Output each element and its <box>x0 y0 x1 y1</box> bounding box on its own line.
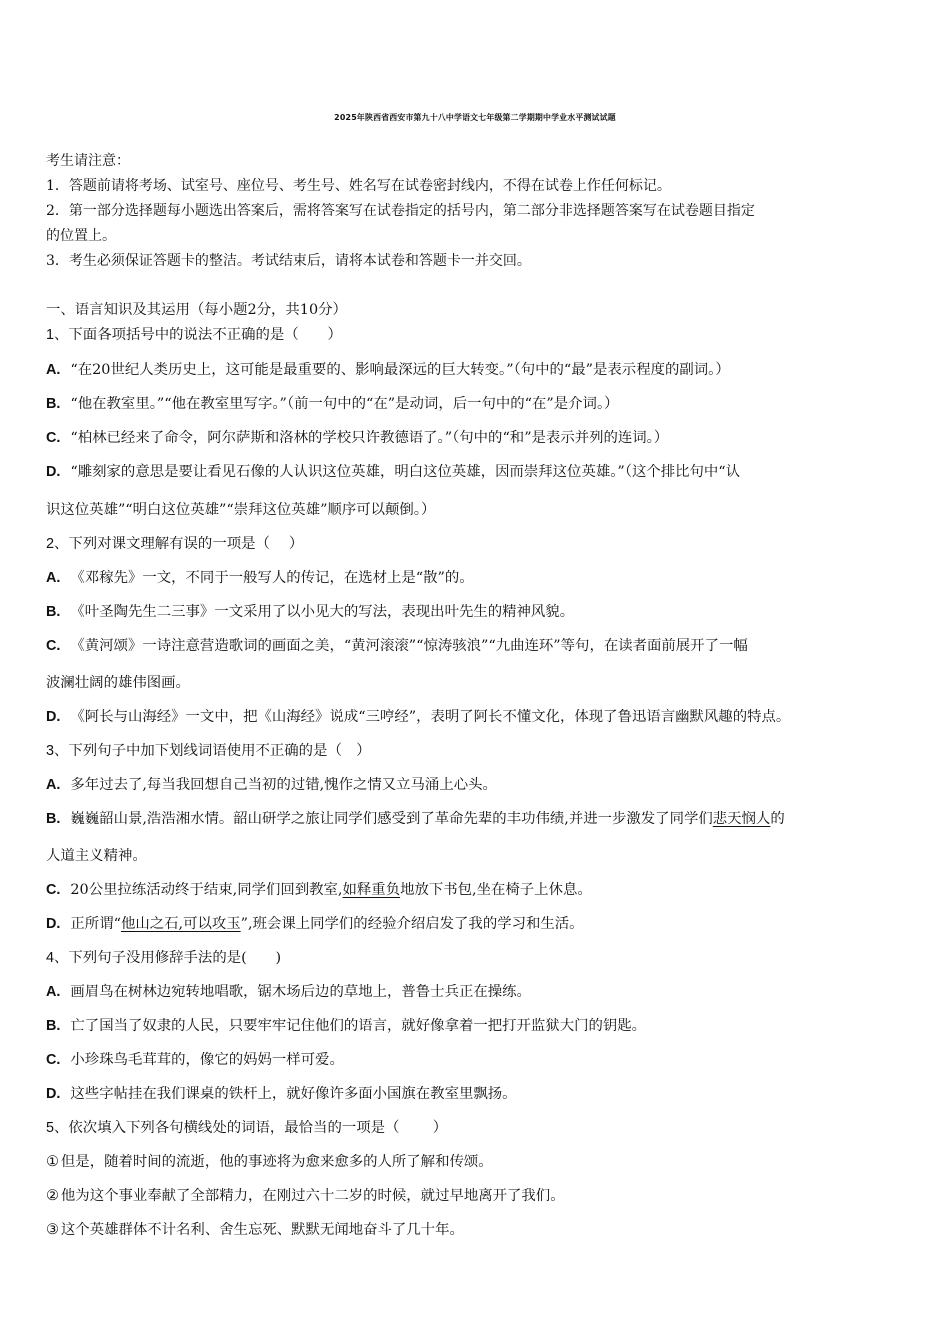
option-text: 画眉鸟在树林边宛转地唱歌，锯木场后边的草地上，普鲁士兵正在操练。 <box>70 984 531 1000</box>
option-text: 《邓稼先》一文，不同于一般写人的传记，在选材上是“散”的。 <box>70 570 474 586</box>
option-text: 巍巍韶山景,浩浩湘水情。韶山研学之旅让同学们感受到了革命先辈的丰功伟绩,并进一步激发了同学们 <box>70 811 713 827</box>
question-3-stem <box>46 741 371 761</box>
question-1-option-c[interactable] <box>46 428 668 448</box>
question-2-stem <box>46 534 303 554</box>
option-text: “在20世纪人类历史上，这可能是最重要的、影响最深远的巨大转变。”（句中的“最”是表示程度的副词。） <box>70 362 730 378</box>
notice-item-1: 1．答题前请将考场、试室号、座位号、考生号、姓名写在试卷密封线内，不得在试卷上作任何标记。 <box>46 178 671 194</box>
question-4-option-c[interactable] <box>46 1050 344 1070</box>
question-2-option-a[interactable] <box>46 568 474 588</box>
option-label: D. <box>46 1086 61 1102</box>
question-text: 下面各项括号中的说法不正确的是（ ） <box>68 327 342 343</box>
option-text: “柏林已经来了命令，阿尔萨斯和洛林的学校只许教德语了。”（句中的“和”是表示并列的连词。） <box>70 430 669 446</box>
notice-item-3: 3．考生必须保证答题卡的整洁。考试结束后，请将本试卷和答题卡一并交回。 <box>46 253 531 269</box>
option-label: B. <box>46 811 61 827</box>
question-2-option-d[interactable] <box>46 707 790 727</box>
option-label: C. <box>46 430 61 446</box>
option-text: “雕刻家的意思是要让看见石像的人认识这位英雄，明白这位英雄，因而崇拜这位英雄。”（这个排比句中“认 <box>70 464 741 480</box>
page-title: 2025年陕西省西安市第九十八中学语文七年级第二学期期中学业水平测试试题 <box>334 113 616 122</box>
question-3-option-c[interactable] <box>46 880 592 900</box>
option-label: D. <box>46 916 61 932</box>
option-text: 《阿长与山海经》一文中，把《山海经》说成“三哼经”，表明了阿长不懂文化，体现了鲁迅语言幽默风趣的特点。 <box>70 709 791 725</box>
option-label: D. <box>46 464 61 480</box>
option-label: A. <box>46 777 61 793</box>
question-1-option-d-cont: 识这位英雄”“明白这位英雄”“崇拜这位英雄”顺序可以颠倒。） <box>46 502 436 518</box>
question-text: 下列对课文理解有误的一项是（ ） <box>68 536 304 552</box>
circled-number-1: ① <box>46 1154 59 1170</box>
option-text: 亡了国当了奴隶的人民，只要牢牢记住他们的语言，就好像拿着一把打开监狱大门的钥匙。 <box>70 1018 647 1034</box>
question-text: 下列句子没用修辞手法的是( ) <box>68 950 282 966</box>
option-label: D. <box>46 709 61 725</box>
question-5-stem <box>46 1118 447 1138</box>
option-text: 《黄河颂》一诗注意营造歌词的画面之美，“黄河滚滚”“惊涛骇浪”“九曲连环”等句，在读者面前展开了一幅 <box>70 638 748 654</box>
question-text: 下列句子中加下划线词语使用不正确的是（ ） <box>68 743 371 759</box>
sentence-text: 但是，随着时间的流逝，他的事迹将为愈来愈多的人所了解和传颂。 <box>60 1154 493 1170</box>
question-4-option-d[interactable] <box>46 1084 517 1104</box>
option-text: 这些字帖挂在我们课桌的铁杆上，就好像许多面小国旗在教室里飘扬。 <box>70 1086 517 1102</box>
option-text: 20公里拉练活动终于结束,同学们回到教室, <box>70 882 343 898</box>
option-label: B. <box>46 604 61 620</box>
option-text: “他在教室里。”“他在教室里写字。”（前一句中的“在”是动词，后一句中的“在”是介词。） <box>70 396 619 412</box>
question-3-option-d[interactable] <box>46 914 584 934</box>
question-5-sentence-1 <box>46 1152 493 1172</box>
circled-number-2: ② <box>46 1188 59 1204</box>
question-text: 依次填入下列各句横线处的词语，最恰当的一项是（ ） <box>68 1120 448 1136</box>
notice-heading: 考生请注意： <box>46 153 130 169</box>
option-text: 小珍珠鸟毛茸茸的，像它的妈妈一样可爱。 <box>70 1052 344 1068</box>
option-label: C. <box>46 882 61 898</box>
option-label: C. <box>46 1052 61 1068</box>
question-3-option-b-cont: 人道主义精神。 <box>46 848 147 864</box>
section-heading: 一、语言知识及其运用（每小题2分，共10分） <box>46 302 347 318</box>
question-number: 4、 <box>46 950 69 966</box>
question-number: 5、 <box>46 1120 69 1136</box>
question-5-sentence-3 <box>46 1220 464 1240</box>
option-text-tail: 的 <box>770 811 785 827</box>
option-label: A. <box>46 362 61 378</box>
option-label: B. <box>46 396 61 412</box>
underlined-phrase: 他山之石,可以攻玉 <box>120 916 241 932</box>
option-text: 多年过去了,每当我回想自己当初的过错,愧作之情又立马涌上心头。 <box>70 777 497 793</box>
option-label: B. <box>46 1018 61 1034</box>
option-text-tail: 地放下书包,坐在椅子上休息。 <box>400 882 592 898</box>
question-1-option-a[interactable] <box>46 360 730 380</box>
question-number: 2、 <box>46 536 69 552</box>
question-3-option-b[interactable] <box>46 809 785 829</box>
underlined-phrase: 如释重负 <box>342 882 401 898</box>
circled-number-3: ③ <box>46 1222 59 1238</box>
question-1-option-d[interactable] <box>46 462 740 482</box>
option-text: 正所谓“ <box>70 916 121 932</box>
option-label: C. <box>46 638 61 654</box>
question-number: 1、 <box>46 327 69 343</box>
question-number: 3、 <box>46 743 69 759</box>
question-5-sentence-2 <box>46 1186 565 1206</box>
question-4-stem <box>46 948 281 968</box>
question-2-option-c[interactable] <box>46 636 748 656</box>
sentence-text: 这个英雄群体不计名利、舍生忘死、默默无闻地奋斗了几十年。 <box>60 1222 464 1238</box>
option-text: 《叶圣陶先生二三事》一文采用了以小见大的写法，表现出叶先生的精神风貌。 <box>70 604 575 620</box>
question-2-option-c-cont: 波澜壮阔的雄伟图画。 <box>46 675 190 691</box>
option-label: A. <box>46 570 61 586</box>
notice-item-2: 2．第一部分选择题每小题选出答案后，需将答案写在试卷指定的括号内，第二部分非选择题答案写在试卷题目指定 <box>46 203 755 219</box>
question-3-option-a[interactable] <box>46 775 497 795</box>
question-4-option-b[interactable] <box>46 1016 646 1036</box>
notice-item-2-cont: 的位置上。 <box>46 228 116 244</box>
question-1-stem <box>46 325 342 345</box>
sentence-text: 他为这个事业奉献了全部精力，在刚过六十二岁的时候，就过早地离开了我们。 <box>60 1188 565 1204</box>
option-label: A. <box>46 984 61 1000</box>
question-1-option-b[interactable] <box>46 394 619 414</box>
question-2-option-b[interactable] <box>46 602 574 622</box>
option-text-tail: ”,班会课上同学们的经验介绍启发了我的学习和生活。 <box>240 916 584 932</box>
question-4-option-a[interactable] <box>46 982 531 1002</box>
underlined-phrase: 悲天悯人 <box>712 811 771 827</box>
